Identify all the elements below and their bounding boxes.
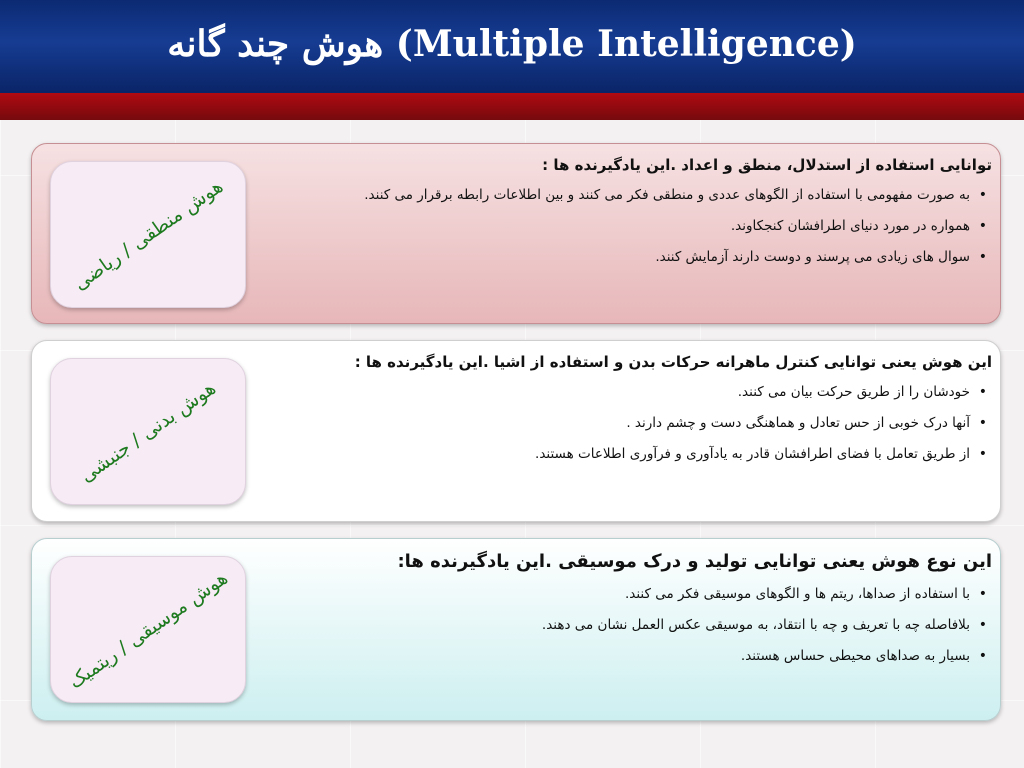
section-label: هوش موسیقی / ریتمیک (64, 566, 232, 693)
slide-title: هوش چند گانه (Multiple Intelligence) (167, 23, 857, 65)
list-item-text: آنها درک خوبی از حس تعادل و هماهنگی دست و چشم دارند . (626, 415, 970, 431)
list-item (272, 414, 987, 433)
list-item-text: با استفاده از صداها، ریتم ها و الگوهای موسیقی فکر می کنند. (624, 586, 970, 602)
section-label: هوش بدنی / جنبشی (76, 376, 220, 487)
list-item-text: همواره در مورد دنیای اطرافشان کنجکاوند. (730, 218, 970, 234)
section-label-card (50, 161, 246, 308)
section-logical-mathematical (31, 143, 1001, 324)
list-item-text: از طریق تعامل با فضای اطرافشان قادر به یادآوری و فرآوری اطلاعات هستند. (535, 446, 970, 462)
bullet-icon: • (978, 187, 987, 203)
section-content (272, 549, 992, 678)
bullet-icon: • (978, 249, 987, 265)
list-item-text: بلافاصله چه با تعریف و چه با انتقاد، به موسیقی عکس العمل نشان می دهند. (541, 617, 970, 633)
bullet-icon: • (978, 617, 987, 633)
bullet-icon: • (978, 415, 987, 431)
list-item (272, 445, 987, 464)
list-item (272, 217, 987, 236)
section-heading: این هوش یعنی توانایی کنترل ماهرانه حرکات بدن و استفاده از اشیا .این یادگیرنده ها : (354, 353, 992, 371)
bullet-icon: • (978, 218, 987, 234)
section-label: هوش منطقی / ریاضی (69, 174, 227, 295)
section-musical-rhythmic (31, 538, 1001, 721)
list-item-text: سوال های زیادی می پرسند و دوست دارند آزمایش کنند. (655, 249, 970, 265)
list-item (272, 647, 987, 666)
list-item (272, 186, 987, 205)
list-item-text: به صورت مفهومی با استفاده از الگوهای عددی و منطقی فکر می کنند و بین اطلاعات رابطه برقرار می کنند. (364, 187, 970, 203)
accent-bar (0, 93, 1024, 120)
section-heading: توانایی استفاده از استدلال، منطق و اعداد .این یادگیرنده ها : (542, 156, 992, 174)
bullet-list (272, 585, 992, 666)
bullet-icon: • (978, 648, 987, 664)
bullet-icon: • (978, 384, 987, 400)
list-item-text: بسیار به صداهای محیطی حساس هستند. (740, 648, 970, 664)
list-item (272, 616, 987, 635)
section-content (272, 154, 992, 279)
bullet-icon: • (978, 586, 987, 602)
bullet-icon: • (978, 446, 987, 462)
section-label-card (50, 556, 246, 703)
list-item (272, 248, 987, 267)
title-banner (0, 0, 1024, 93)
section-content (272, 351, 992, 476)
section-heading: این نوع هوش یعنی توانایی تولید و درک موسیقی .این یادگیرنده ها: (397, 551, 992, 572)
section-label-card (50, 358, 246, 505)
list-item-text: خودشان را از طریق حرکت بیان می کنند. (737, 384, 970, 400)
bullet-list (272, 383, 992, 464)
section-bodily-kinesthetic (31, 340, 1001, 522)
bullet-list (272, 186, 992, 267)
list-item (272, 383, 987, 402)
list-item (272, 585, 987, 604)
